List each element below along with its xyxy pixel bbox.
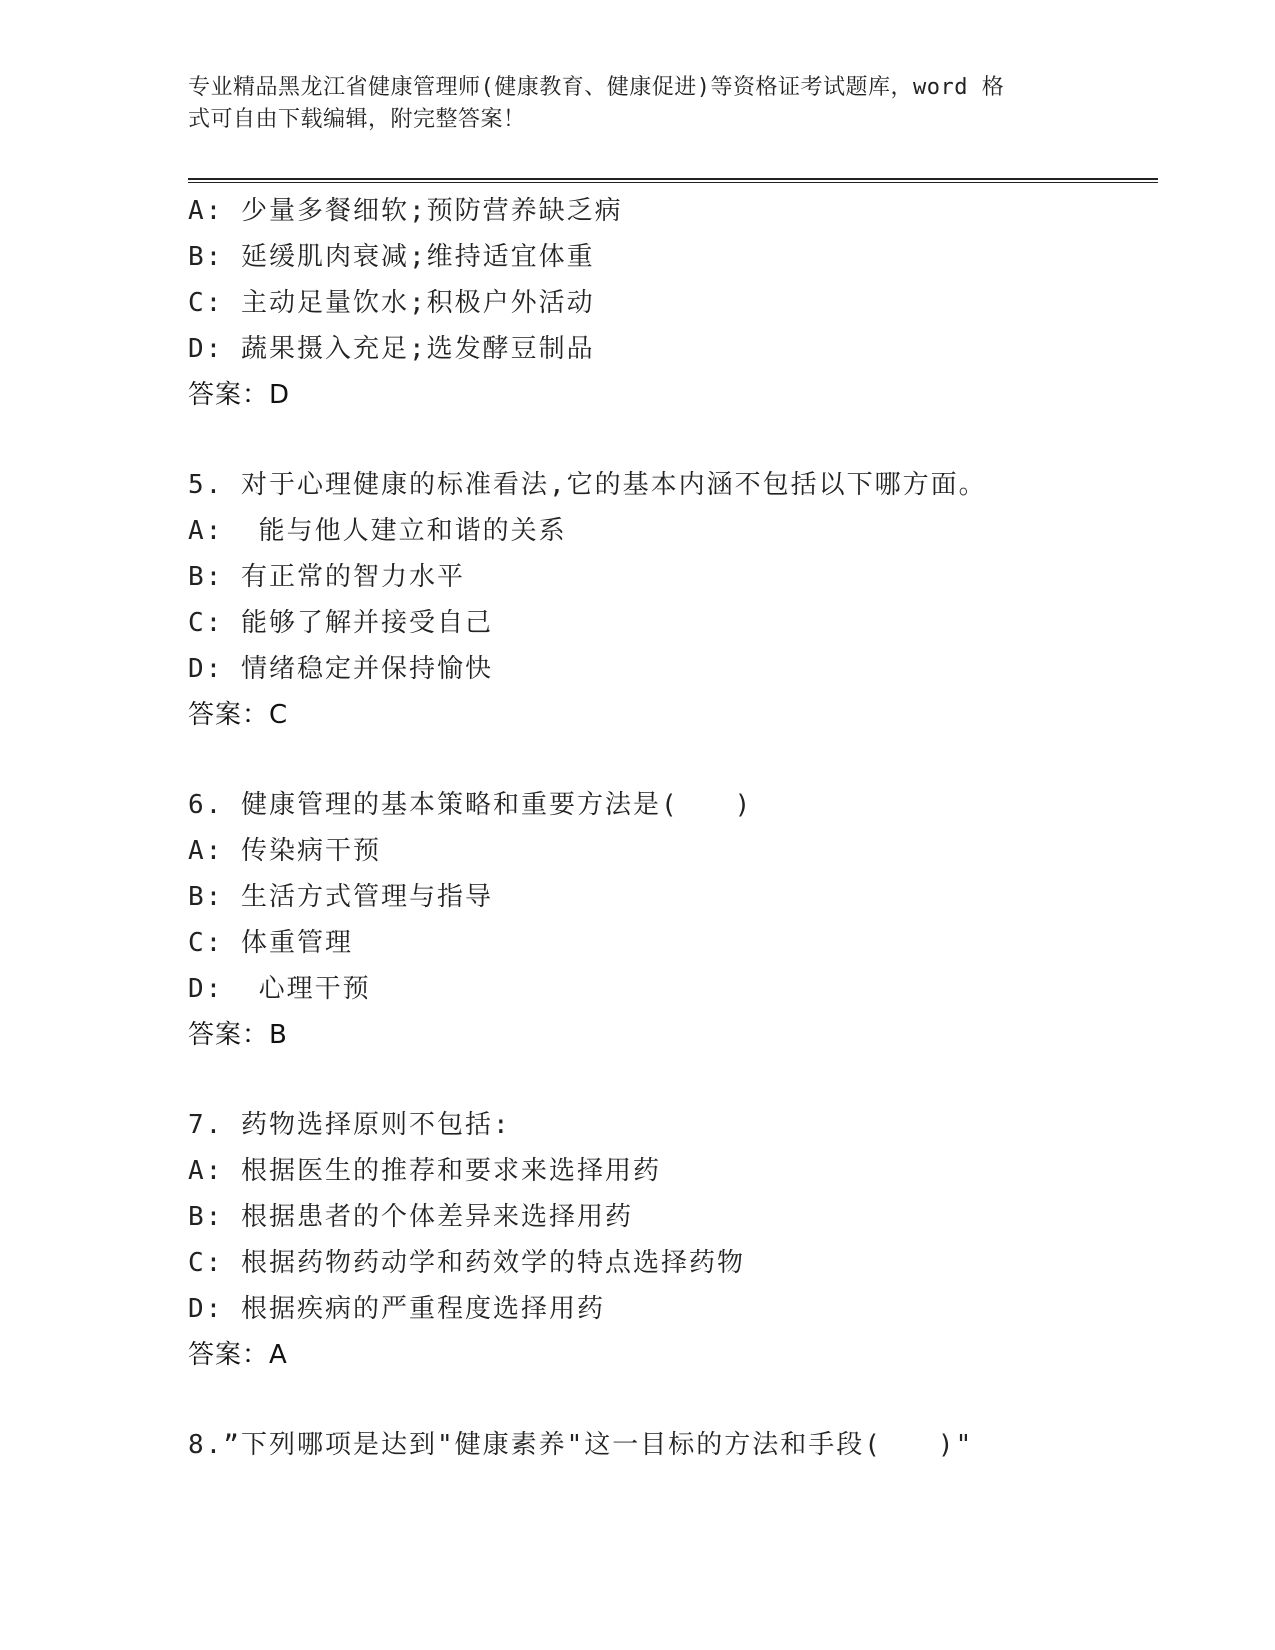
option-a: A: 少量多餐细软;预防营养缺乏病 [188, 196, 623, 226]
document-header [188, 72, 1068, 136]
option-b: B: 根据患者的个体差异来选择用药 [188, 1202, 633, 1232]
question-text: 7. 药物选择原则不包括: [188, 1110, 511, 1140]
question-text: 5. 对于心理健康的标准看法,它的基本内涵不包括以下哪方面。 [188, 470, 987, 500]
option-b: B: 有正常的智力水平 [188, 562, 465, 592]
question-text: 8.”下列哪项是达到"健康素养"这一目标的方法和手段( )" [188, 1430, 974, 1460]
spacer [188, 1058, 1148, 1102]
answer-text: 答案：D [188, 380, 291, 410]
spacer [188, 1378, 1148, 1422]
option-c: C: 主动足量饮水;积极户外活动 [188, 288, 595, 318]
option-d: D: 心理干预 [188, 974, 371, 1004]
option-c: C: 根据药物药动学和药效学的特点选择药物 [188, 1248, 745, 1278]
option-a: A: 传染病干预 [188, 836, 381, 866]
question-list [188, 188, 1148, 1468]
header-divider-thick [188, 178, 1158, 180]
option-d: D: 根据疾病的严重程度选择用药 [188, 1294, 605, 1324]
answer-text: 答案：C [188, 700, 289, 730]
option-d: D: 蔬果摄入充足;选发酵豆制品 [188, 334, 595, 364]
option-c: C: 体重管理 [188, 928, 353, 958]
option-b: B: 延缓肌肉衰减;维持适宜体重 [188, 242, 595, 272]
question-8 [188, 1422, 1148, 1468]
header-divider-thin [188, 182, 1158, 183]
question-7 [188, 1102, 1148, 1378]
option-d: D: 情绪稳定并保持愉快 [188, 654, 493, 684]
option-a: A: 能与他人建立和谐的关系 [188, 516, 567, 546]
answer-text: 答案：A [188, 1340, 288, 1370]
option-a: A: 根据医生的推荐和要求来选择用药 [188, 1156, 661, 1186]
question-text: 6. 健康管理的基本策略和重要方法是( ) [188, 790, 753, 820]
answer-text: 答案：B [188, 1020, 288, 1050]
question-4 [188, 188, 1148, 418]
header-line-1: 专业精品黑龙江省健康管理师(健康教育、健康促进)等资格证考试题库，word 格 [188, 75, 1005, 100]
spacer [188, 738, 1148, 782]
question-5 [188, 462, 1148, 738]
option-b: B: 生活方式管理与指导 [188, 882, 493, 912]
spacer [188, 418, 1148, 462]
question-6 [188, 782, 1148, 1058]
option-c: C: 能够了解并接受自己 [188, 608, 493, 638]
header-line-2: 式可自由下载编辑，附完整答案！ [188, 107, 526, 132]
